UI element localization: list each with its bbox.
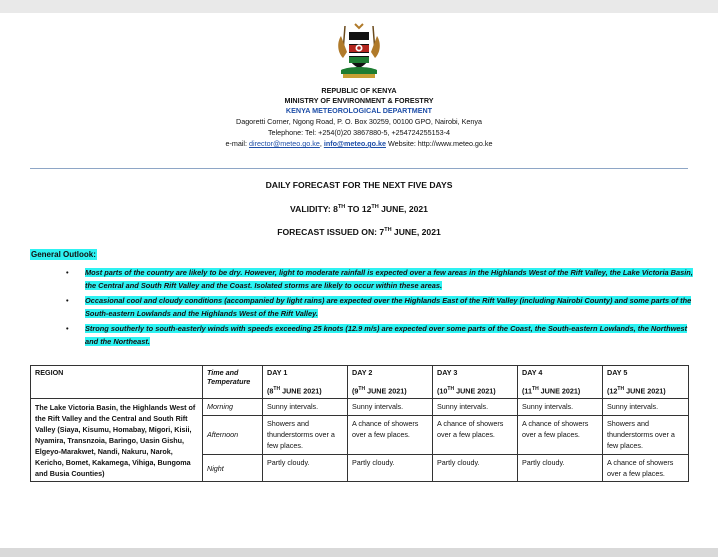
time-cell: Night [203, 454, 263, 482]
forecast-cell: Partly cloudy. [518, 454, 603, 482]
forecast-cell: Showers and thunderstorms over a few places. [263, 415, 348, 454]
day-column-header: DAY 4 (11TH JUNE 2021) [518, 366, 603, 399]
bullet-icon: • [66, 268, 69, 277]
region-cell: The Lake Victoria Basin, the Highlands West of the Rift Valley and the Central and South Rift Valley (Siaya, Kisumu, Homabay, Migori, Kisii, Nyamira, Transnzoia, Baringo, Uasin Gishu, Elgeyo-Marakwet, Nandi, Nakuru, Narok, Kericho, Bomet, Kakamega, Vihiga, Bungoma and Busia Counties) [31, 399, 203, 482]
telephone-line: Telephone: Tel: +254(0)20 3867880-5, +254724255153-4 [267, 128, 451, 137]
bottom-margin [0, 548, 718, 557]
general-outlook-label: General Outlook: [31, 250, 96, 259]
forecast-cell: A chance of showers over a few places. [348, 415, 433, 454]
forecast-cell: A chance of showers over a few places. [433, 415, 518, 454]
day-column-header: DAY 5 (12TH JUNE 2021) [603, 366, 689, 399]
outlook-text: Occasional cool and cloudy conditions (accompanied by light rains) are expected over the Highlands East of the Rift Valley (including Nairobi County) and some parts of the South-eastern Lowlands and the Highlands West of the Rift Valley. [85, 296, 692, 318]
ministry-heading: MINISTRY OF ENVIRONMENT & FORESTRY [284, 96, 434, 105]
forecast-cell: Showers and thunderstorms over a few places. [603, 415, 689, 454]
time-cell: Morning [203, 399, 263, 415]
day-column-header: DAY 3 (10TH JUNE 2021) [433, 366, 518, 399]
forecast-cell: Sunny intervals. [518, 399, 603, 415]
forecast-cell: Sunny intervals. [263, 399, 348, 415]
time-column-header: Time and Temperature [203, 366, 263, 399]
forecast-cell: A chance of showers over a few places. [518, 415, 603, 454]
list-item [60, 266, 700, 292]
issued-line: FORECAST ISSUED ON: 7TH JUNE, 2021 [277, 227, 441, 237]
director-email-link[interactable]: director@meteo.go.ke [249, 139, 320, 148]
contact-line [0, 139, 718, 149]
forecast-cell: Partly cloudy. [433, 454, 518, 482]
table-row [31, 399, 689, 415]
email-prefix: e-mail: [225, 139, 248, 148]
table-header-row [31, 366, 689, 399]
time-cell: Afternoon [203, 415, 263, 454]
day-column-header: DAY 1 (8TH JUNE 2021) [263, 366, 348, 399]
region-column-header: REGION [31, 366, 203, 399]
forecast-table [30, 365, 689, 482]
forecast-title: DAILY FORECAST FOR THE NEXT FIVE DAYS [265, 180, 453, 190]
bullet-icon: • [66, 324, 69, 333]
department-heading: KENYA METEOROLOGICAL DEPARTMENT [285, 106, 433, 115]
website-text: Website: http://www.meteo.go.ke [387, 139, 493, 148]
outlook-text: Strong southerly to south-easterly winds with speeds exceeding 25 knots (12.9 m/s) are expected over some parts of the Coast, the South-eastern Lowlands, the Northwest and the Northeast. [85, 324, 688, 346]
forecast-cell: Partly cloudy. [348, 454, 433, 482]
day-column-header: DAY 2 (9TH JUNE 2021) [348, 366, 433, 399]
republic-heading: REPUBLIC OF KENYA [321, 86, 397, 95]
list-item [60, 322, 700, 348]
forecast-cell: Sunny intervals. [348, 399, 433, 415]
outlook-text: Most parts of the country are likely to be dry. However, light to moderate rainfall is expected over a few areas in the Highlands West of the Rift Valley, the Lake Victoria Basin, the Central and South Rift Valley and the Coast. Isolated storms are likely to occur within these areas. [85, 268, 693, 290]
list-item [60, 294, 700, 320]
email-separator: , [319, 139, 322, 148]
forecast-cell: Sunny intervals. [433, 399, 518, 415]
info-email-link[interactable]: info@meteo.go.ke [323, 139, 386, 148]
outlook-bullet-list [60, 266, 700, 350]
address-line: Dagoretti Corner, Ngong Road, P. O. Box 30259, 00100 GPO, Nairobi, Kenya [236, 117, 482, 126]
kenya-coat-of-arms-icon [335, 22, 383, 80]
header-divider [30, 168, 688, 169]
forecast-cell: A chance of showers over a few places. [603, 454, 689, 482]
top-margin [0, 0, 718, 13]
validity-line: VALIDITY: 8TH TO 12TH JUNE, 2021 [290, 204, 428, 214]
bullet-icon: • [66, 296, 69, 305]
forecast-cell: Partly cloudy. [263, 454, 348, 482]
forecast-cell: Sunny intervals. [603, 399, 689, 415]
